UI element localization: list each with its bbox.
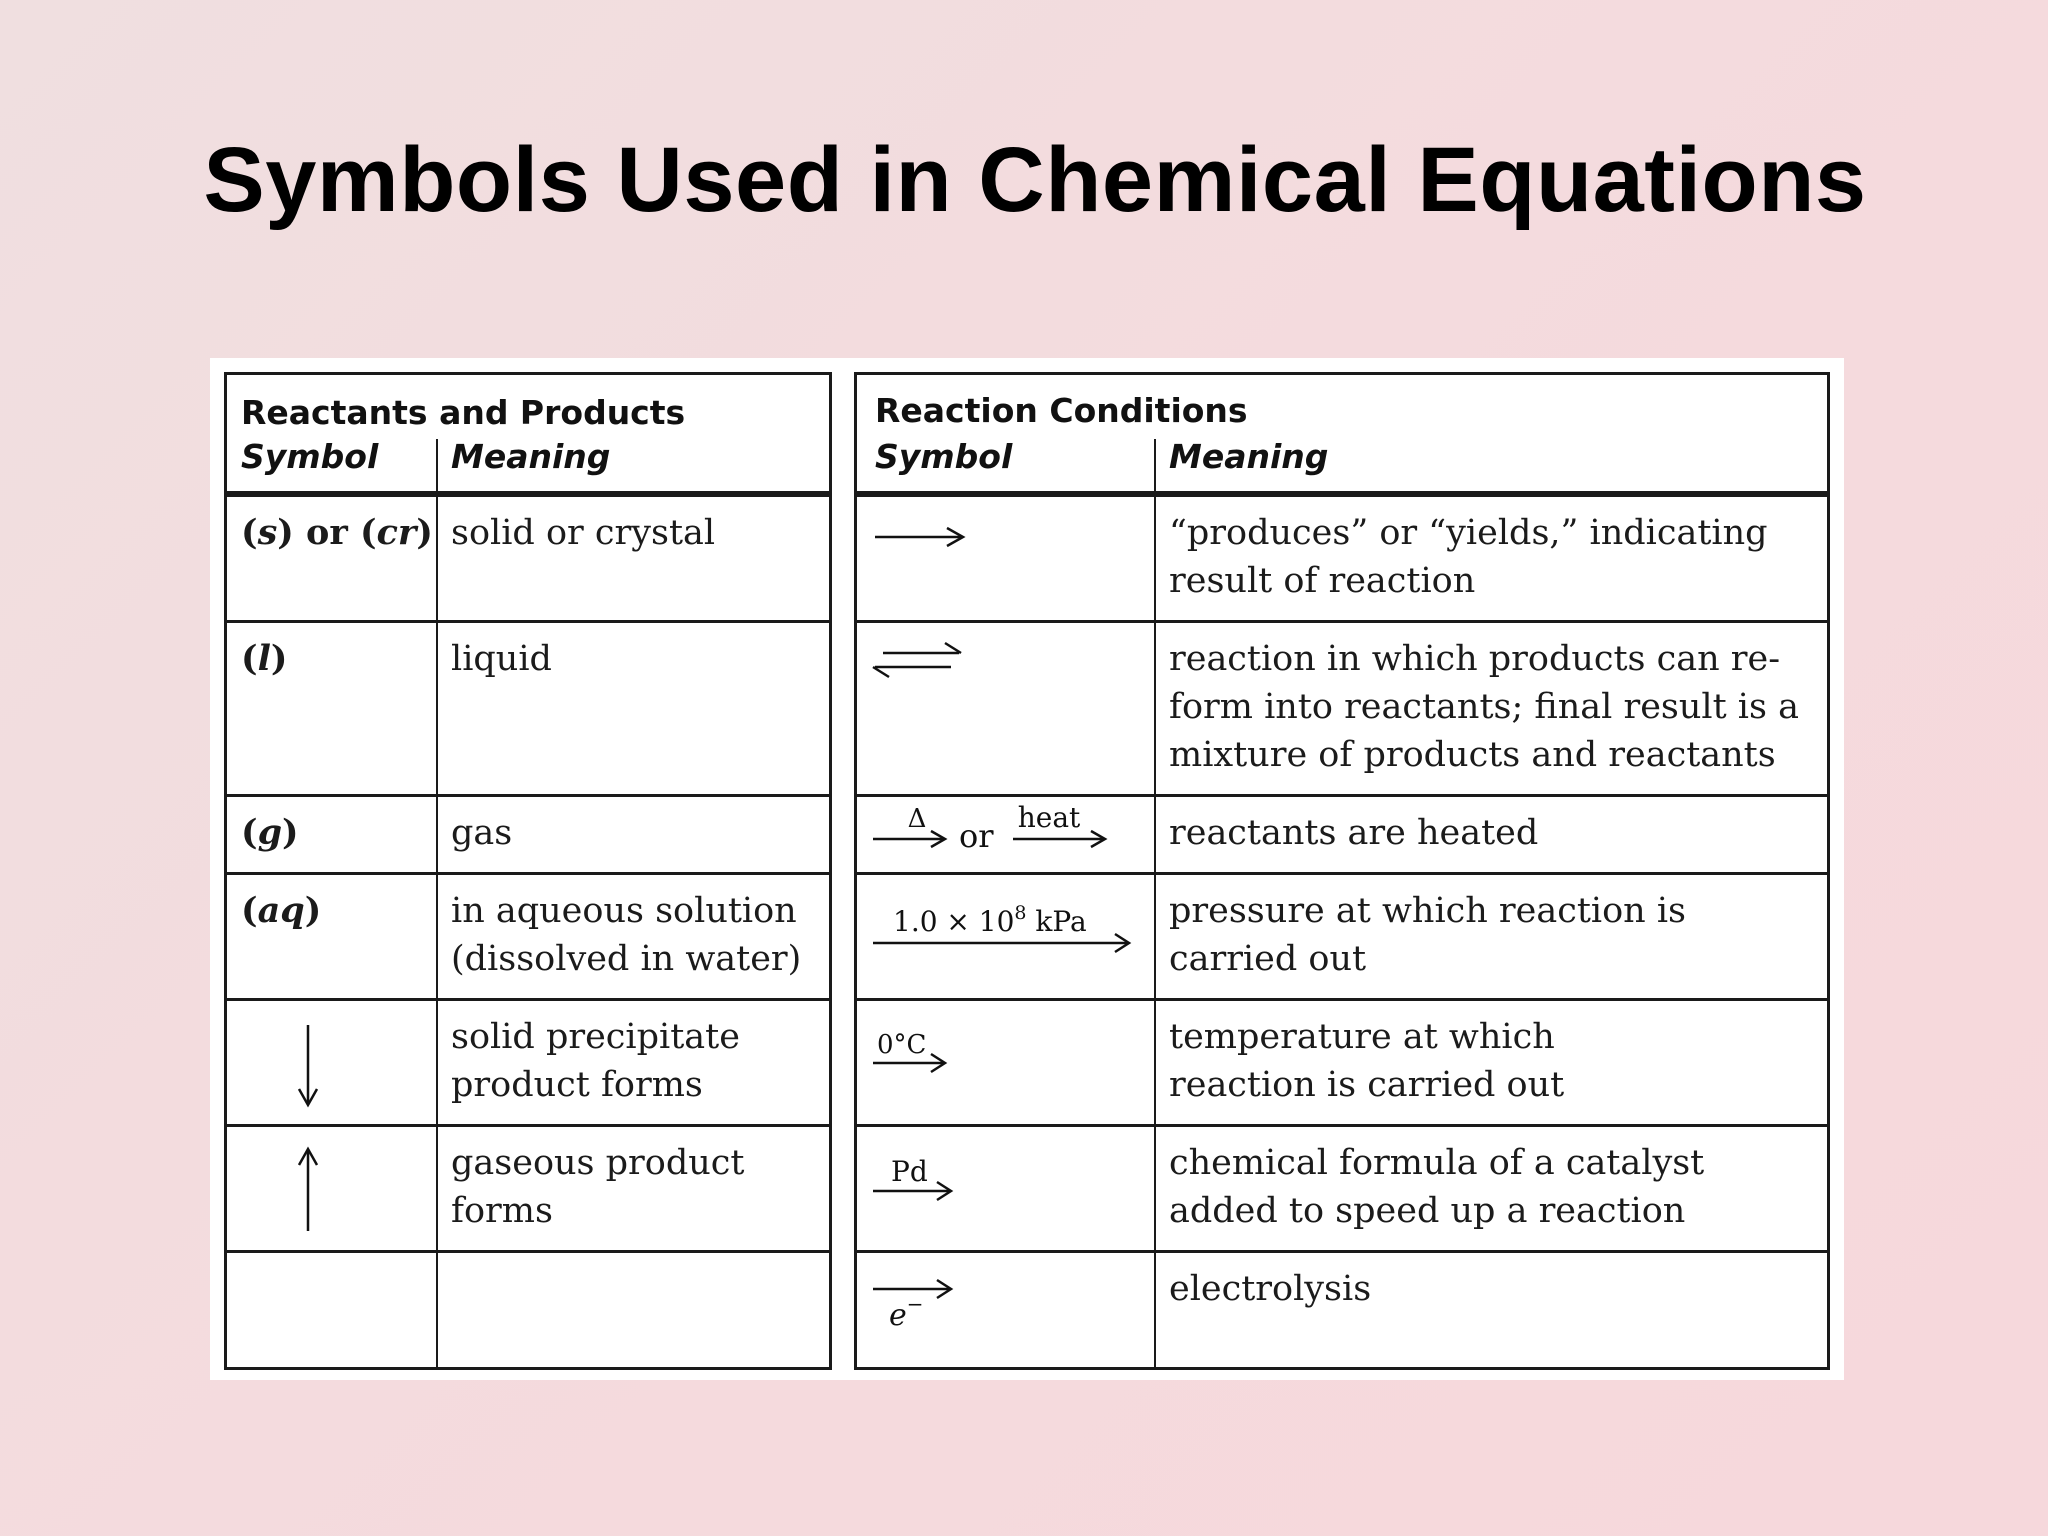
table-row	[227, 1001, 829, 1127]
symbol-solid: (s) or (cr)	[241, 512, 433, 553]
group-heading: Reaction Conditions	[875, 391, 1248, 430]
table-row	[857, 497, 1827, 623]
table-row	[857, 797, 1827, 875]
table-row	[227, 1127, 829, 1253]
meaning-text: “produces” or “yields,” indicating result of reaction	[1169, 513, 1768, 601]
table-row	[227, 875, 829, 1001]
or-label: or	[959, 817, 994, 855]
column-divider	[1154, 439, 1156, 491]
table-row	[227, 797, 829, 875]
meaning-text: solid or crystal	[451, 513, 716, 553]
reaction-conditions-table	[854, 372, 1830, 1370]
meaning-text: in aqueous solution (dissolved in water)	[451, 891, 802, 979]
table-row	[227, 623, 829, 797]
table-row	[857, 1127, 1827, 1253]
heat-arrows-icon	[871, 801, 1131, 871]
column-divider	[436, 439, 438, 491]
table-row	[857, 623, 1827, 797]
meaning-text: solid precipitate product forms	[451, 1017, 740, 1105]
symbol-aqueous: (aq)	[241, 890, 322, 931]
symbol-liquid: (l)	[241, 638, 288, 679]
meaning-text: pressure at which reaction is carried out	[1169, 891, 1686, 979]
pressure-label: $1.0 \times 10^8$ kPa	[893, 902, 1087, 938]
electrolysis-arrow-icon	[871, 1267, 971, 1337]
table-row	[227, 1253, 829, 1367]
equilibrium-arrows-icon	[869, 637, 969, 687]
symbol-gas: (g)	[241, 812, 299, 853]
meaning-text: reaction in which products can re- form into reactants; final result is a mixture of products and reactants	[1169, 639, 1799, 775]
column-header-symbol: Symbol	[241, 437, 379, 476]
yields-arrow-icon	[873, 517, 973, 557]
table-row	[857, 1001, 1827, 1127]
electron-label: e−	[889, 1292, 924, 1333]
catalyst-arrow-icon	[871, 1151, 971, 1211]
symbols-table-panel	[210, 358, 1844, 1380]
table-header	[857, 375, 1827, 497]
meaning-text: gas	[451, 813, 513, 853]
meaning-text: temperature at which reaction is carried out	[1169, 1017, 1565, 1105]
meaning-text: gaseous product forms	[451, 1143, 745, 1231]
table-row	[857, 875, 1827, 1001]
reactants-products-table	[224, 372, 832, 1370]
table-row	[227, 497, 829, 623]
heat-label: heat	[1017, 801, 1081, 834]
temperature-arrow-icon	[871, 1023, 971, 1083]
column-header-symbol: Symbol	[875, 437, 1013, 476]
meaning-text: reactants are heated	[1169, 813, 1539, 853]
catalyst-label: Pd	[891, 1155, 928, 1188]
delta-label: Δ	[907, 804, 927, 834]
column-header-meaning: Meaning	[1169, 437, 1329, 476]
column-header-meaning: Meaning	[451, 437, 611, 476]
table-header	[227, 375, 829, 497]
group-heading: Reactants and Products	[241, 393, 686, 432]
meaning-text: chemical formula of a catalyst added to speed up a reaction	[1169, 1143, 1705, 1231]
table-row	[857, 1253, 1827, 1367]
temperature-label: 0°C	[877, 1030, 927, 1060]
meaning-text: electrolysis	[1169, 1269, 1372, 1309]
meaning-text: liquid	[451, 639, 552, 679]
up-arrow-icon	[297, 1145, 337, 1235]
slide-title: Symbols Used in Chemical Equations	[203, 129, 1867, 231]
down-arrow-icon	[297, 1021, 337, 1111]
pressure-arrow-icon	[871, 897, 1141, 967]
